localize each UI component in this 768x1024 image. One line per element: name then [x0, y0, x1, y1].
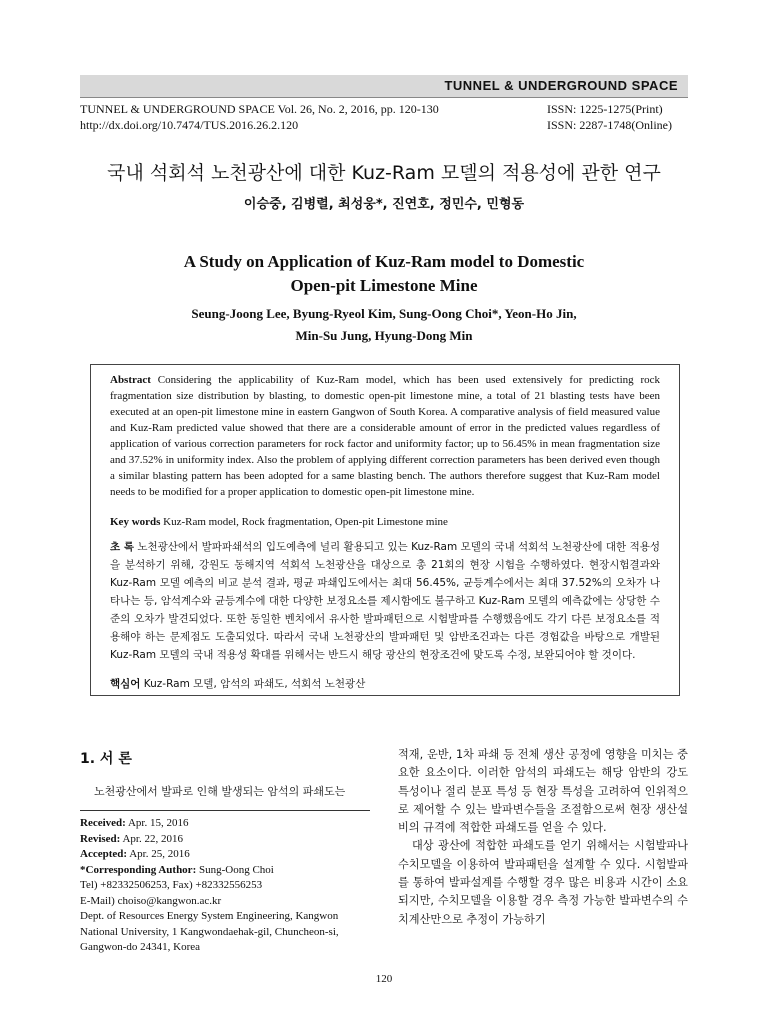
journal-banner: [80, 75, 688, 98]
keywords-label: Key words: [110, 516, 161, 528]
journal-citation: [80, 101, 439, 133]
title-english-line2: Open-pit Limestone Mine: [290, 276, 478, 295]
journal-line: TUNNEL & UNDERGROUND SPACE Vol. 26, No. 2, 2016, pp. 120-130: [80, 102, 439, 116]
keywords-korean-text: Kuz-Ram 모델, 암석의 파쇄도, 석회석 노천광산: [143, 678, 366, 690]
revised-date: Apr. 22, 2016: [122, 832, 183, 845]
abstract-korean: [110, 538, 660, 664]
abstract-text: Considering the applicability of Kuz-Ram model, which has been used extensively for predicting rock fragmentation size distribution by blasting, to domestic open-pit limestone mine, a total of 21 blasting tests have been executed at an open-pit limestone mine in eastern Gangwon of South Korea. A comparative analysis of field measured value and Kuz-Ram predicted value showed that there are a considerable amount of error in the predicted values regardless of application of various correction parameters for rock factor and uniformity factor; up to 56.45% in mean fragmentation size and 37.52% in uniformity index. Also the problem of applying different correction parameters has been derived even though a similar blasting pattern has been adopted for a same blasting bench. The authors therefore suggest that Kuz-Ram model needs to be modified for a proper application to domestic open-pit limestone mine.: [110, 374, 660, 498]
section-heading-intro: 1. 서 론: [80, 751, 132, 767]
revised-label: Revised:: [80, 832, 121, 845]
keywords-korean: [110, 676, 365, 691]
accepted-date: Apr. 25, 2016: [129, 848, 190, 860]
doi-link[interactable]: http://dx.doi.org/10.7474/TUS.2016.26.2.120: [80, 118, 299, 132]
affiliation-line: Dept. of Resources Energy System Engineering, Kangwon National University, 1 Kangwondaehak-gil, Chuncheon-si, Gangwon-do 24341, Korea: [80, 910, 339, 953]
revised-line: [80, 832, 375, 848]
footnote-divider: [80, 810, 370, 811]
corresponding-line: [80, 863, 375, 879]
banner-title: TUNNEL & UNDERGROUND SPACE: [444, 78, 678, 93]
issn-online: ISSN: 2287-1748(Online): [547, 118, 672, 132]
title-english-line1: A Study on Application of Kuz-Ram model to Domestic: [183, 252, 585, 271]
intro-paragraph-1: 적재, 운반, 1차 파쇄 등 전체 생산 공정에 영향을 미치는 중요한 요소이다. 이러한 암석의 파쇄도는 해당 암반의 강도 특성이나 절리 분포 특성 등 현장 특성을 고려하여 인위적으로 제어할 수 있는 발파변수들을 조절함으로써 현장 생산설비의 규격에 적합한 파쇄도를 얻을 수 있다.: [398, 748, 688, 835]
received-line: [80, 816, 375, 832]
title-korean: 국내 석회석 노천광산에 대한 Kuz-Ram 모델의 적용성에 관한 연구: [107, 162, 661, 184]
footnotes: [80, 816, 375, 956]
keywords-text: Kuz-Ram model, Rock fragmentation, Open-pit Limestone mine: [163, 516, 448, 528]
abstract-korean-label: 초 록: [110, 541, 134, 553]
accepted-line: [80, 847, 375, 863]
email-line: E-Mail) choiso@kangwon.ac.kr: [80, 894, 222, 907]
issn-print: ISSN: 1225-1275(Print): [547, 102, 663, 116]
received-label: Received:: [80, 817, 126, 829]
keywords-korean-label: 핵심어: [110, 678, 141, 690]
corresponding-author: Sung-Oong Choi: [198, 863, 274, 876]
tel-fax-line: Tel) +82332506253, Fax) +82332556253: [80, 879, 263, 891]
authors-english: [0, 303, 768, 347]
title-english: [0, 250, 768, 298]
intro-paragraph-2: 대상 광산에 적합한 파쇄도를 얻기 위해서는 시험발파나 수치모델을 이용하여 발파패턴을 설계할 수 있다. 시험발파를 통하여 발파설계를 수행할 경우 많은 비용과 시간이 소요되지만, 수치모델을 이용할 경우 측정 가능한 발파변수의 수치계산만으로 추정이 가능하기: [398, 839, 688, 926]
intro-right-column: [398, 746, 688, 929]
issn-block: [547, 101, 672, 133]
page-number: 120: [375, 973, 393, 985]
received-date: Apr. 15, 2016: [127, 817, 189, 829]
keywords-english: [110, 516, 448, 528]
accepted-label: Accepted:: [80, 848, 128, 860]
abstract-label: Abstract: [110, 374, 151, 386]
corresponding-label: *Corresponding Author:: [80, 863, 197, 876]
authors-korean: 이승중, 김병렬, 최성웅*, 진연호, 정민수, 민형동: [243, 197, 525, 212]
intro-left-line: 노천광산에서 발파로 인해 발생되는 암석의 파쇄도는: [94, 785, 346, 798]
authors-english-line1: Seung-Joong Lee, Byung-Ryeol Kim, Sung-Oong Choi*, Yeon-Ho Jin,: [191, 306, 577, 321]
authors-english-line2: Min-Su Jung, Hyung-Dong Min: [295, 328, 473, 343]
abstract-korean-text: 노천광산에서 발파파쇄석의 입도예측에 널리 활용되고 있는 Kuz-Ram 모델의 국내 석회석 노천광산에 대한 적용성을 분석하기 위해, 강원도 동해지역 석회석 노천광산을 대상으로 총 21회의 현장 시험을 수행하였다. 현장시험결과와 Kuz-Ram 모델 예측의 비교 분석 결과, 평균 파쇄입도에서는 최대 56.45%, 균등계수에서는 최대 37.52%의 오차가 나타나는 등, 암석계수와 균등계수에 대한 다양한 보정요소를 제시함에도 불구하고 Kuz-Ram 모델의 예측값에는 상당한 수준의 오차가 발견되었다. 또한 동일한 벤치에서 유사한 발파패턴으로 시험발파를 수행했음에도 각기 다른 보정요소를 적용해야 하는 문제점도 도출되었다. 따라서 국내 노천광산의 발파패턴 및 암반조건과는 다른 경험값을 바탕으로 개발된 Kuz-Ram 모델의 국내 적용성 확대를 위해서는 반드시 해당 광산의 현장조건에 맞도록 수정, 보완되어야 할 것이다.: [110, 541, 660, 661]
abstract-english: [110, 372, 660, 500]
